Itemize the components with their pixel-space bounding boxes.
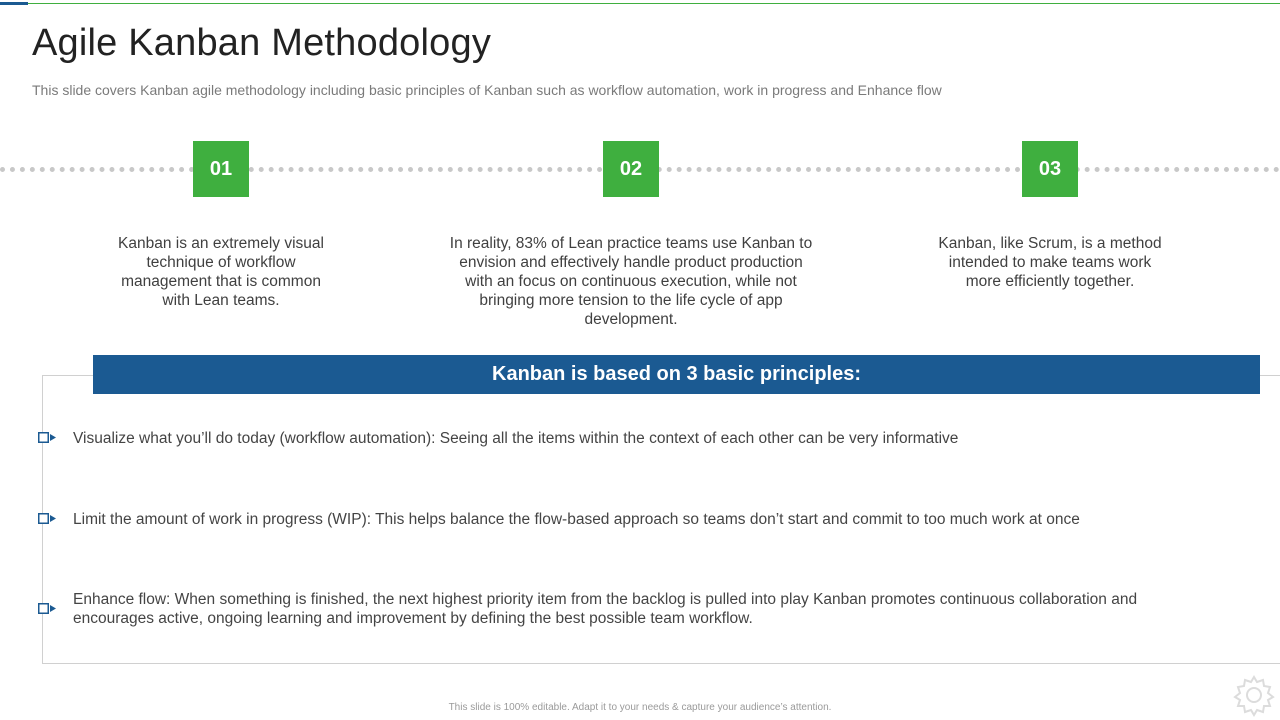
principles-heading: Kanban is based on 3 basic principles: (93, 355, 1260, 394)
step-number-03: 03 (1022, 141, 1078, 197)
principle-item-3: Enhance flow: When something is finished, the next highest priority item from the backlog is pulled into play Kanban promotes continuous collaboration and encourages active, ongoing learning and improvement by defining the best possible team workflow. (73, 591, 1138, 627)
step-number-01: 01 (193, 141, 249, 197)
gear-icon (1232, 673, 1276, 717)
principle-item-1: Visualize what you’ll do today (workflow automation): Seeing all the items within the context of each other can be very informative (73, 430, 959, 447)
principle-item-2: Limit the amount of work in progress (WIP): This helps balance the flow-based approach so teams don’t start and commit to too much work at once (73, 511, 1080, 528)
step-text-01: Kanban is an extremely visual technique of workflow management that is common with Lean teams. (118, 235, 324, 309)
step-number-02: 02 (603, 141, 659, 197)
page-subtitle: This slide covers Kanban agile methodology including basic principles of Kanban such as workflow automation, work in progress and Enhance flow (32, 82, 942, 98)
step-text-02: In reality, 83% of Lean practice teams use Kanban to envision and effectively handle product production with an focus on continuous execution, while not bringing more tension to the life cycle of app development. (449, 235, 813, 328)
footer-note: This slide is 100% editable. Adapt it to your needs & capture your audience’s attention. (448, 702, 832, 713)
square-arrow-icon (38, 513, 58, 525)
page-title: Agile Kanban Methodology (32, 22, 492, 64)
top-accent-mark (0, 2, 28, 5)
square-arrow-icon (38, 603, 58, 615)
step-text-03: Kanban, like Scrum, is a method intended to make teams work more efficiently together. (938, 235, 1162, 290)
top-accent-line (0, 3, 1280, 4)
square-arrow-icon (38, 432, 58, 444)
